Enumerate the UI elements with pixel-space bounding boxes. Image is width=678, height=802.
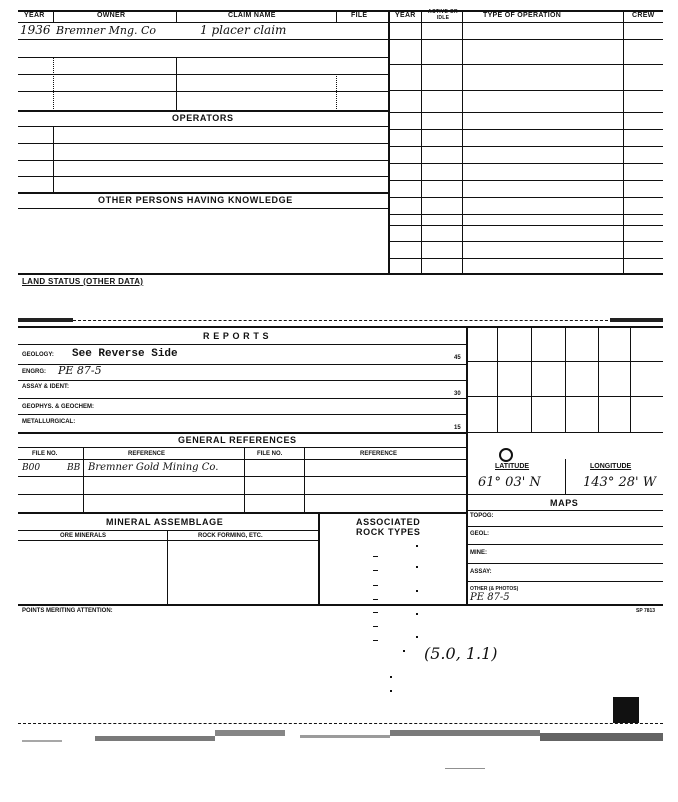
- ore-minerals-label: ORE MINERALS: [60, 533, 107, 539]
- points-meriting-label: POINTS MERITING ATTENTION:: [22, 608, 113, 614]
- header-file: FILE: [351, 12, 368, 19]
- latitude-value: 61° 03' N: [478, 475, 541, 490]
- location-circle-icon: [499, 448, 513, 462]
- col-file-no-2: FILE NO.: [257, 451, 283, 457]
- form-code: SP 7813: [636, 608, 656, 614]
- header-year-2: YEAR: [395, 12, 416, 19]
- associated-label: ASSOCIATED: [356, 517, 421, 527]
- row1-owner: Bremner Mng. Co: [56, 24, 157, 37]
- rock-forming-label: ROCK FORMING, ETC.: [198, 533, 263, 539]
- latitude-label: LATITUDE: [495, 463, 530, 470]
- land-status-label: LAND STATUS (OTHER DATA): [22, 277, 144, 286]
- geology-value: See Reverse Side: [72, 348, 178, 360]
- other-persons-label: OTHER PERSONS HAVING KNOWLEDGE: [98, 195, 293, 205]
- general-refs-title: GENERAL REFERENCES: [178, 435, 297, 445]
- side-number-30: 30: [454, 391, 461, 397]
- side-number-45: 45: [454, 355, 461, 361]
- reports-title: R E P O R T S: [203, 331, 270, 341]
- col-reference-2: REFERENCE: [360, 451, 398, 457]
- longitude-value: 143° 28' W: [583, 475, 657, 490]
- ref-row1-reference: Bremner Gold Mining Co.: [88, 462, 219, 473]
- header-type-of-operation: TYPE OF OPERATION: [483, 12, 562, 19]
- topog-label: TOPOG:: [470, 513, 494, 519]
- mineral-title: MINERAL ASSEMBLAGE: [106, 517, 224, 527]
- other-photos-value: PE 87-5: [470, 592, 510, 603]
- geology-label: GEOLOGY:: [22, 352, 54, 358]
- header-crew: CREW: [632, 12, 655, 19]
- row1-year: 1936: [20, 23, 51, 37]
- black-square: [613, 697, 639, 723]
- header-year: YEAR: [24, 12, 45, 19]
- metallurgical-label: METALLURGICAL:: [22, 419, 76, 425]
- header-active-idle: ACTIVE OR IDLE: [428, 9, 458, 21]
- engrg-value: PE 87-5: [58, 364, 102, 377]
- maps-label: MAPS: [550, 498, 579, 508]
- header-owner: OWNER: [97, 12, 126, 19]
- col-reference: REFERENCE: [128, 451, 166, 457]
- engrg-label: ENGRG:: [22, 369, 46, 375]
- assay-label: ASSAY & IDENT:: [22, 384, 70, 390]
- row1-claim-name: 1 placer claim: [200, 23, 287, 37]
- ref-row1-file: B00: [22, 463, 41, 473]
- rock-types-label: ROCK TYPES: [356, 527, 421, 537]
- mine-label: MINE:: [470, 550, 487, 556]
- geophys-label: GEOPHYS. & GEOCHEM:: [22, 404, 95, 410]
- ref-row1-code: BB: [67, 463, 81, 473]
- assay-map-label: ASSAY:: [470, 569, 492, 575]
- operators-label: OPERATORS: [172, 113, 234, 123]
- header-claim-name: CLAIM NAME: [228, 12, 276, 19]
- side-number-15: 15: [454, 425, 461, 431]
- handwritten-coordinate-note: (5.0, 1.1): [424, 644, 498, 663]
- longitude-label: LONGITUDE: [590, 463, 632, 470]
- other-photos-label: OTHER (& PHOTOS): [470, 586, 519, 592]
- geol-label: GEOL:: [470, 531, 489, 537]
- col-file-no: FILE NO.: [32, 451, 58, 457]
